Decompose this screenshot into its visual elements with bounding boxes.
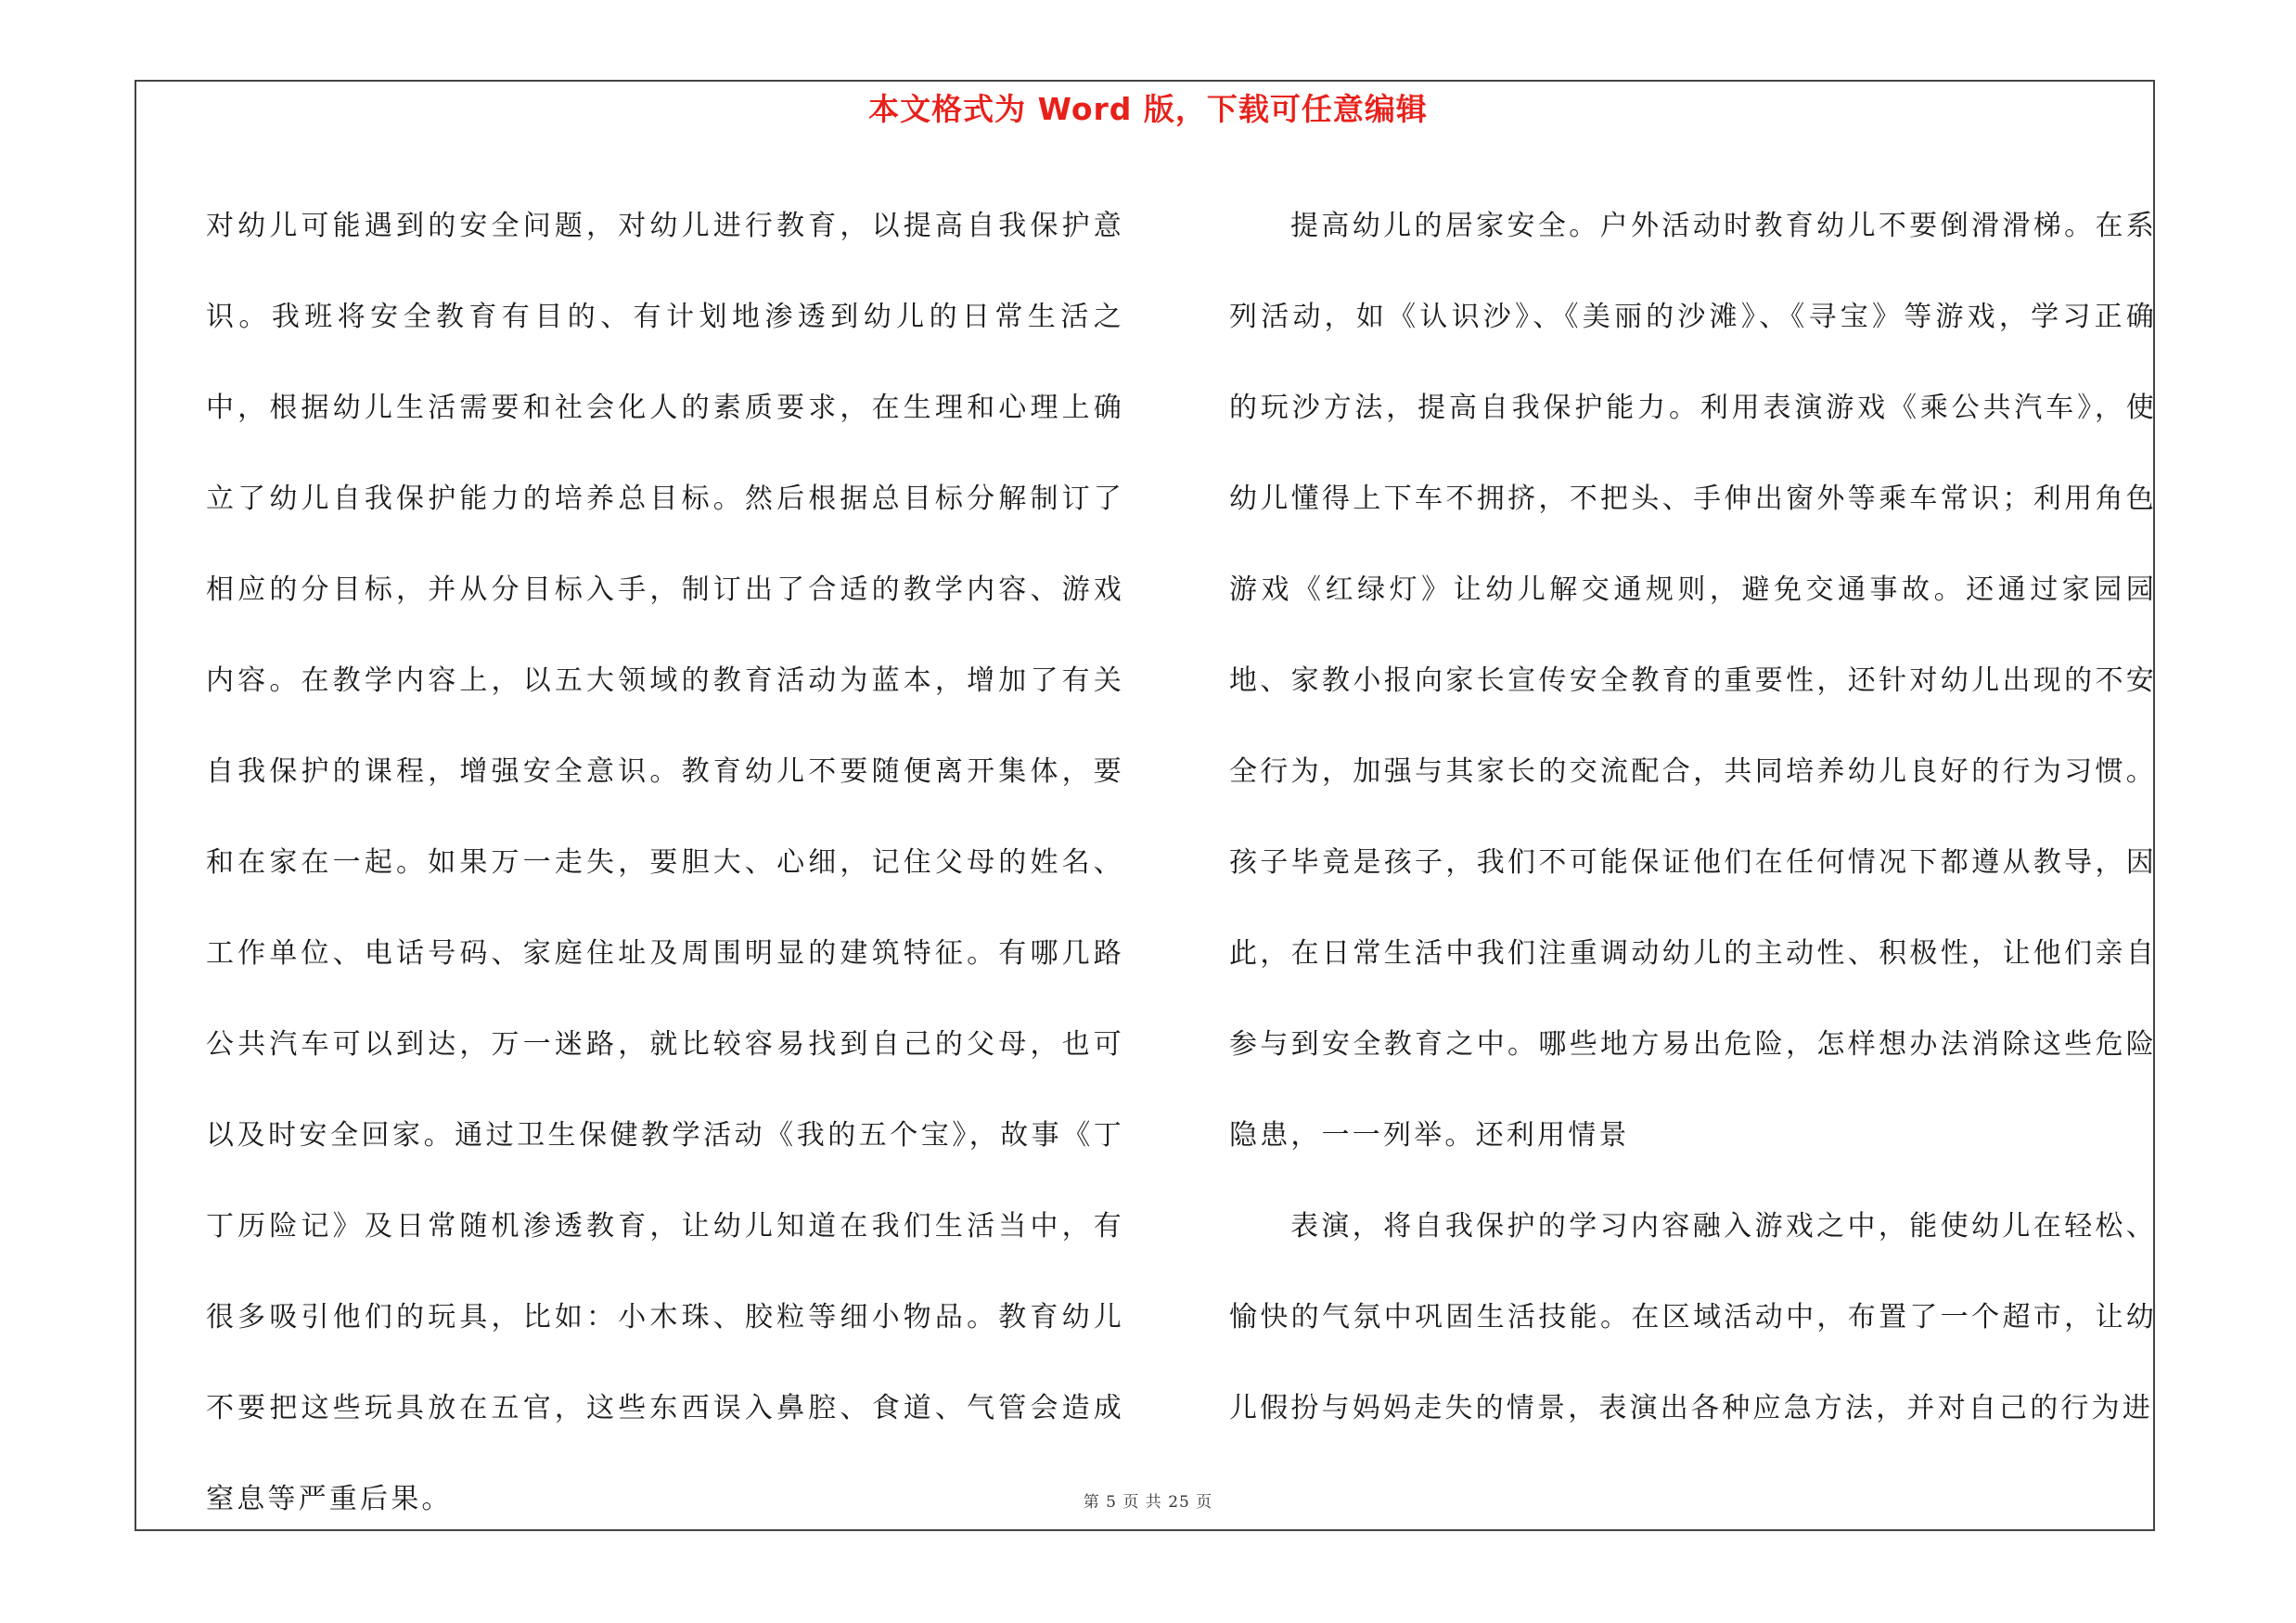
right-column [1229, 181, 2157, 1454]
right-paragraph-2: 表演，将自我保护的学习内容融入游戏之中，能使幼儿在轻松、愉快的气氛中巩固生活技能。在区域活动中，布置了一个超市，让幼儿假扮与妈妈走失的情景，表演出各种应急方法，并对自己的行为进 [1229, 1210, 2157, 1424]
left-paragraph-1: 对幼儿可能遇到的安全问题，对幼儿进行教育，以提高自我保护意识。我班将安全教育有目的、有计划地渗透到幼儿的日常生活之中，根据幼儿生活需要和社会化人的素质要求，在生理和心理上确立了幼儿自我保护能力的培养总目标。然后根据总目标分解制订了相应的分目标，并从分目标入手，制订出了合适的教学内容、游戏内容。在教学内容上，以五大领域的教育活动为蓝本，增加了有关自我保护的课程，增强安全意识。教育幼儿不要随便离开集体，要和在家在一起。如果万一走失，要胆大、心细，记住父母的姓名、工作单位、电话号码、家庭住址及周围明显的建筑特征。有哪几路公共汽车可以到达，万一迷路，就比较容易找到自己的父母，也可以及时安全回家。通过卫生保健教学活动《我的五个宝》，故事《丁丁历险记》及日常随机渗透教育，让幼儿知道在我们生活当中，有很多吸引他们的玩具，比如：小木珠、胶粒等细小物品。教育幼儿不要把这些玩具放在五官，这些东西误入鼻腔、食道、气管会造成窒息等严重后果。 [206, 210, 1124, 1515]
page-number-footer: 第 5 页 共 25 页 [1083, 1493, 1213, 1512]
header-banner: 本文格式为 Word 版，下载可任意编辑 [868, 91, 1428, 127]
left-column [206, 181, 1124, 1545]
right-paragraph-1: 提高幼儿的居家安全。户外活动时教育幼儿不要倒滑滑梯。在系列活动，如《认识沙》、《美丽的沙滩》、《寻宝》等游戏，学习正确的玩沙方法，提高自我保护能力。利用表演游戏《乘公共汽车》，使幼儿懂得上下车不拥挤，不把头、手伸出窗外等乘车常识；利用角色游戏《红绿灯》让幼儿解交通规则，避免交通事故。还通过家园园地、家教小报向家长宣传安全教育的重要性，还针对幼儿出现的不安全行为，加强与其家长的交流配合，共同培养幼儿良好的行为习惯。孩子毕竟是孩子，我们不可能保证他们在任何情况下都遵从教导，因此，在日常生活中我们注重调动幼儿的主动性、积极性，让他们亲自参与到安全教育之中。哪些地方易出危险，怎样想办法消除这些危险隐患，一一列举。还利用情景 [1229, 210, 2157, 1152]
